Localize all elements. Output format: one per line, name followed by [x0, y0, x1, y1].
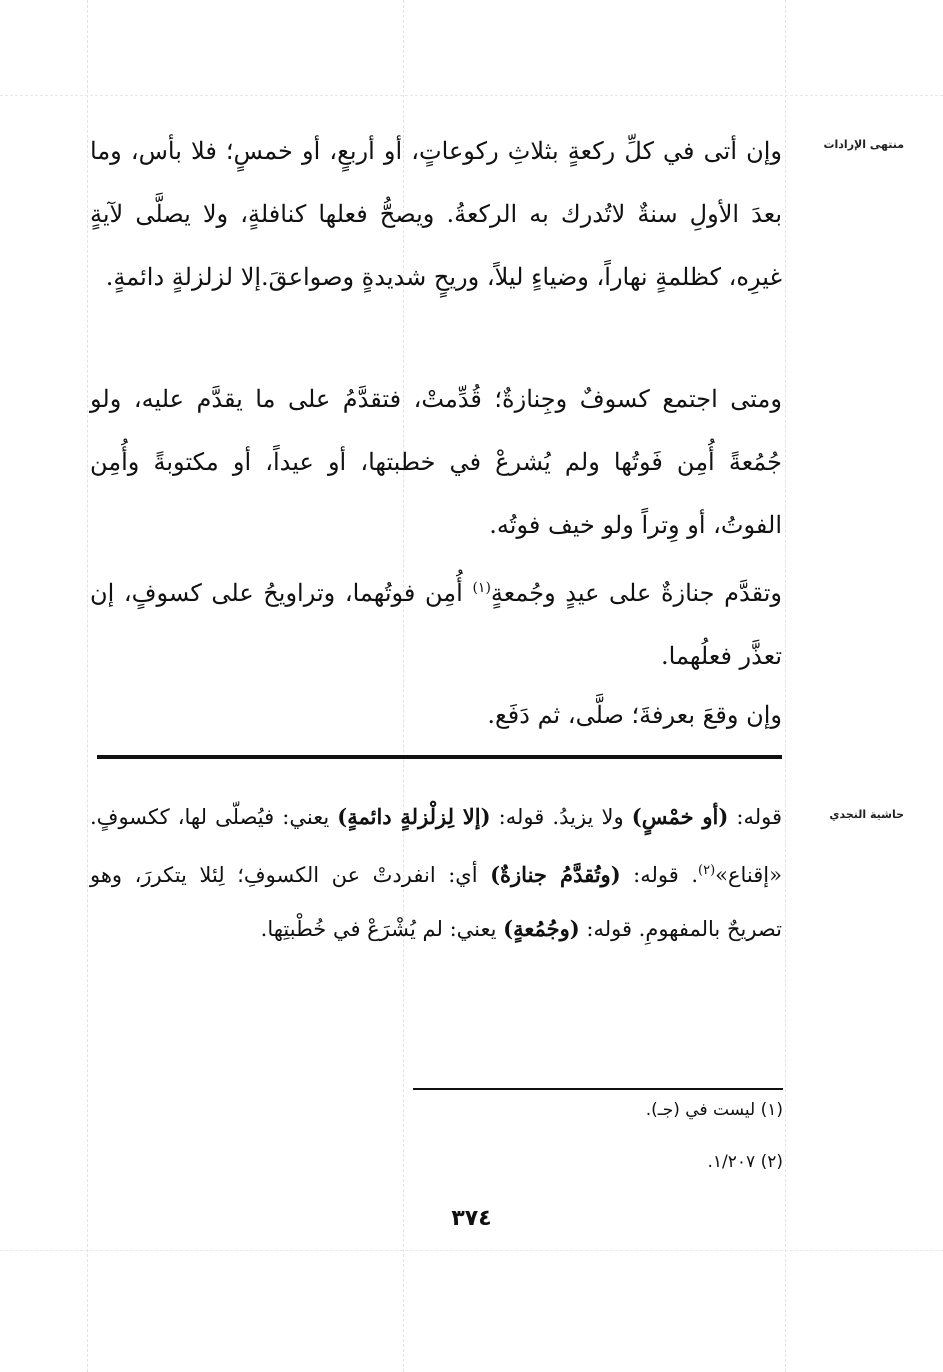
commentary-text: ولا يزيدُ. قوله: [490, 805, 632, 829]
commentary-text: يعني: فيُصلّى لها، ككسوفٍ. «إقناع» [90, 805, 782, 887]
commentary-quote: (إلا لِزلْزلةٍ دائمةٍ) [337, 804, 491, 829]
commentary-text: أي: انفردتْ عن الكسوفِ؛ لِئلا يتكررَ، وهو تصريحٌ بالمفهومِ. قوله: [90, 863, 782, 941]
footnote-ref-1: (١) [472, 580, 491, 596]
guide-line [785, 0, 786, 1372]
commentary-text: يعني: لم يُشْرَعْ في خُطْبتِها. [260, 917, 504, 941]
page-number: ٣٧٤ [451, 1206, 492, 1231]
footnote-2: (٢) ١/٢٠٧. [707, 1152, 783, 1172]
paragraph-3-text-a: وتقدَّم جنازةٌ على عيدٍ وجُمعةٍ [490, 579, 782, 607]
commentary-text: . قوله: [620, 863, 699, 887]
guide-line [0, 1250, 943, 1251]
commentary-quote: (وجُمُعةٍ) [503, 916, 580, 941]
main-paragraph-1: وإن أتى في كلِّ ركعةٍ بثلاثِ ركوعاتٍ، أو أربعٍ، أو خمسٍ؛ فلا بأس، وما بعدَ الأولِ سنةٌ لاتُدرك به الركعةُ. ويصحُّ فعلها كنافلةٍ، ولا يصلَّى لآيةٍ غيرِه، كظلمةٍ نهاراً، وضياءٍ ليلاً، وريحٍ شديدةٍ وصواعقَ.إلا لزلزلةٍ دائمةٍ. [90, 137, 782, 291]
footnote-divider [413, 1088, 783, 1090]
section-divider [97, 755, 782, 759]
commentary-side-label: حاشية النجدي [829, 808, 904, 821]
paragraph-3-text-b: أُمِن فوتُهما، وتراويحُ على كسوفٍ، إن تعذَّر فعلُهما. [90, 579, 782, 670]
commentary-text: قوله: [728, 805, 783, 829]
main-text-side-label: منتهى الإرادات [823, 138, 904, 151]
main-paragraph-4: وإن وقعَ بعرفةَ؛ صلَّى، ثم دَفَع. [487, 701, 782, 729]
footnote-1: (١) ليست في (جـ). [645, 1100, 783, 1120]
guide-line [87, 0, 88, 1372]
commentary-quote: (أو خمْسٍ) [631, 804, 729, 829]
commentary-paragraph [90, 790, 782, 956]
main-paragraph-2: ومتى اجتمع كسوفٌ وجِنازةٌ؛ قُدِّمتْ، فتقدَّمُ على ما يقدَّم عليه، ولو جُمُعةً أُمِن فَوتُها ولم يُشرعْ في خطبتها، أو عيداً، أو مكتوبةً وأُمِن الفوتُ، أو وِتراً ولو خيف فوتُه. [90, 385, 782, 539]
commentary-quote: (وتُقدَّمُ جنازةٌ) [490, 862, 621, 887]
main-paragraph-3 [90, 557, 782, 688]
guide-line [0, 95, 943, 96]
footnote-ref-2: (٢) [698, 863, 716, 878]
